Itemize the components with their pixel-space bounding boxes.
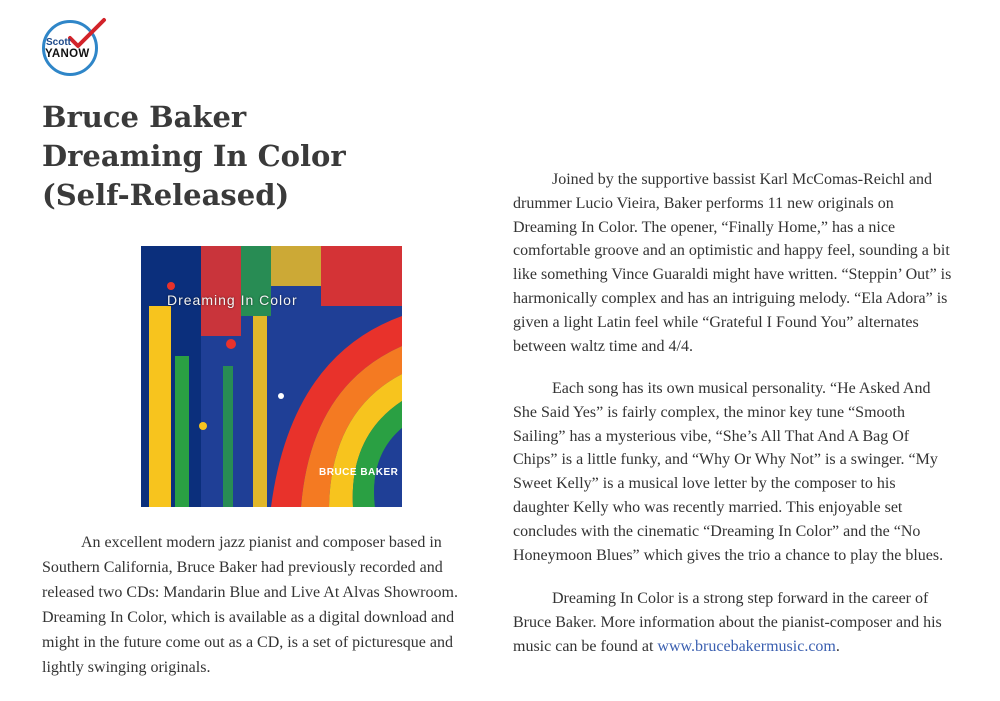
cover-title-text: Dreaming In Color — [167, 292, 298, 308]
review-paragraph-2: Joined by the supportive bassist Karl McComas-Reichl and drummer Lucio Vieira, Baker performs 11 new originals on Dreaming In Color. The opener, “Finally Home,” has a nice comfortable groove and an optimistic and happy feel, sounding a bit like something Vince Guaraldi might have written. “Steppin’ Out” is harmonically complex and has an intriguing melody. “Ela Adora” is given a light Latin feel while “Grateful I Found You” alternates between waltz time and 4/4. — [513, 171, 952, 355]
scott-yanow-logo[interactable] — [40, 18, 108, 80]
artist-website-link[interactable]: www.brucebakermusic.com — [657, 637, 836, 655]
logo-text-yanow: YANOW — [45, 48, 90, 60]
review-paragraph-1: An excellent modern jazz pianist and composer based in Southern California, Bruce Baker had previously recorded and released two CDs: Mandarin Blue and Live At Alvas Showroom. Dreaming In Color, which is available as a digital download and might in the future come out as a CD, is a set of picturesque and lightly swinging originals. — [42, 534, 458, 676]
review-title — [42, 98, 462, 215]
paragraph-4-end: . — [835, 637, 840, 655]
title-album: Dreaming In Color — [42, 139, 346, 173]
logo-text-scott: Scott — [46, 37, 71, 48]
title-artist: Bruce Baker — [42, 100, 247, 134]
album-cover — [141, 246, 402, 507]
paragraph-4-text: Dreaming In Color is a strong step forward in the career of Bruce Baker. More information about the pianist-composer and his music can be found at — [513, 590, 942, 655]
review-paragraph-3: Each song has its own musical personality. “He Asked And She Said Yes” is fairly complex, the minor key tune “Smooth Sailing” has a mysterious vibe, “She’s All That And A Bag Of Chips” is a little funky, and “Why Or Why Not” is a swinger. “My Sweet Kelly” is a musical love letter by the composer to his daughter Kelly who was recently married. This enjoyable set concludes with the cinematic “Dreaming In Color” and the “No Honeymoon Blues” which gives the trio a chance to play the blues. — [513, 380, 944, 564]
title-label: (Self-Released) — [42, 178, 290, 212]
cover-artist-text: BRUCE BAKER — [319, 467, 399, 478]
review-paragraph-4 — [513, 587, 955, 658]
